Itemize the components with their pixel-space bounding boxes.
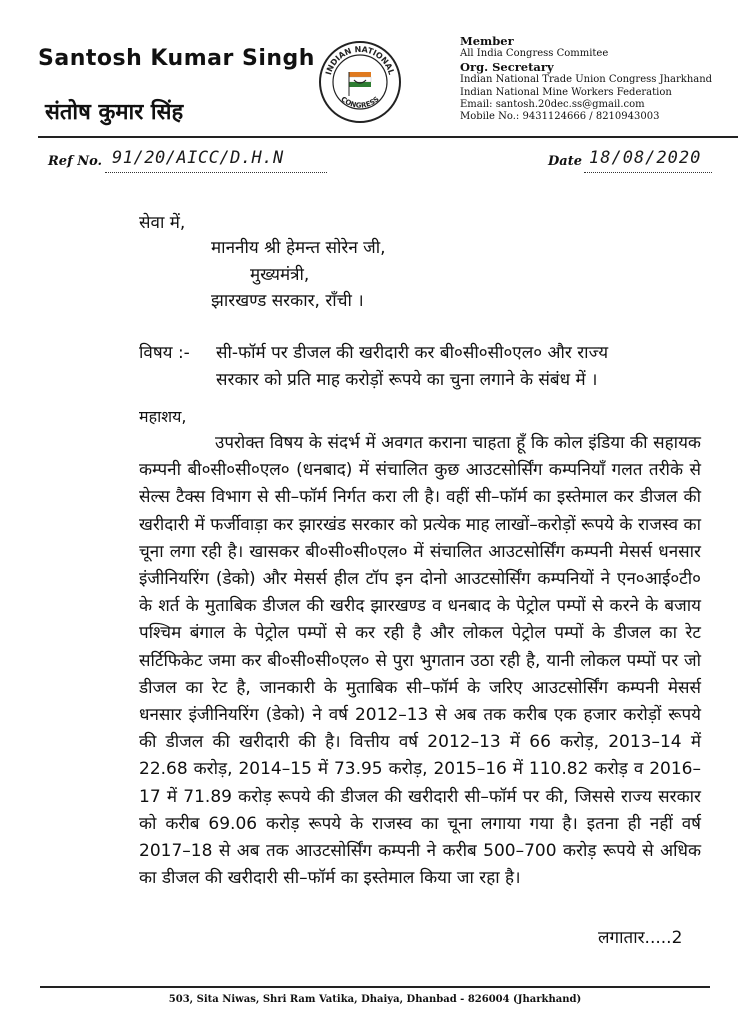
subject-line-1: सी-फॉर्म पर डीजल की खरीदारी कर बी०सी०सी०एल० और राज्य bbox=[216, 343, 609, 363]
member-org: All India Congress Commitee bbox=[460, 48, 609, 59]
date-dotline bbox=[584, 172, 712, 173]
date-label: Date bbox=[548, 154, 582, 169]
header-rule bbox=[38, 136, 738, 138]
emblem-top-text: INDIAN NATIONAL bbox=[323, 44, 397, 76]
mobile-line: Mobile No.: 9431124666 / 8210943003 bbox=[460, 111, 660, 123]
org-label: Org. Secretary bbox=[460, 60, 554, 75]
sender-name-hindi: संतोष कुमार सिंह bbox=[45, 100, 184, 125]
org-line-2: Indian National Mine Workers Federation bbox=[460, 86, 672, 98]
body-paragraph: उपरोक्त विषय के संदर्भ में अवगत कराना चाहता हूँ कि कोल इंडिया की सहायक कम्पनी बी०सी०सी०एल० (धनबाद) में संचालित कुछ आउटसोर्सिंग कम्पनियाँ गलत तरीके से सेल्स टैक्स विभाग से सी–फॉर्म निर्गत करा ली है। वहीं सी–फॉर्म का इस्तेमाल कर डीजल की खरीदारी में फर्जीवाड़ा कर झारखंड सरकार को प्रत्येक माह लाखों–करोड़ों रूपये के राजस्व का चूना लगा रही है। खासकर बी०सी०सी०एल० में संचालित आउटसोर्सिंग कम्पनी मेसर्स धनसार इंजीनियरिंग (डेको) और मेसर्स हील टॉप इन दोनो आउटसोर्सिंग कम्पनियों ने एन०आई०टी० के शर्त के मुताबिक डीजल की खरीद झारखण्ड व धनबाद के पेट्रोल पम्पों से करने के बजाय पश्चिम बंगाल के पेट्रोल पम्पों से कर रही है और लोकल पेट्रोल पम्पों के डीजल का रेट सर्टिफिकेट जमा कर बी०सी०सी०एल० से पुरा भुगतान उठा रही है, यानी लोकल पम्पों पर जो डीजल का रेट है, जानकारी के मुताबिक सी–फॉर्म के जरिए आउटसोर्सिंग कम्पनी मेसर्स धनसार इंजीनियरिंग (डेको) ने वर्ष 2012–13 से अब तक करीब एक हजार करोड़ों रूपये की डीजल की खरीदारी की है। वित्तीय वर्ष 2012–13 में 66 करोड़, 2013–14 में 22.68 करोड़, 2014–15 में 73.95 करोड़, 2015–16 में 110.82 करोड़ व 2016–17 में 71.89 करोड़ रूपये की डीजल की खरीदारी सी–फॉर्म पर की, जिससे राज्य सरकार को करीब 69.06 करोड़ रूपये के राजस्व का चूना लगाया गया है। इतना ही नहीं वर्ष 2017–18 से अब तक आउटसोर्सिंग कम्पनी ने करीब 500–700 करोड़ रूपये से अधिक का डीजल की खरीदारी सी–फॉर्म का इस्तेमाल किया जा रहा है। bbox=[139, 433, 701, 889]
body-greeting: महाशय, bbox=[139, 407, 187, 426]
footer-rule bbox=[40, 986, 710, 988]
recipient-line-2: मुख्यमंत्री, bbox=[250, 265, 310, 285]
subject-line-2: सरकार को प्रति माह करोड़ों रूपये का चुना लगाने के संबंध में । bbox=[216, 370, 598, 390]
designation-block bbox=[460, 34, 740, 123]
member-label: Member bbox=[460, 34, 514, 48]
date-value: 18/08/2020 bbox=[589, 148, 702, 168]
recipient-line-1: माननीय श्री हेमन्त सोरेन जी, bbox=[211, 238, 386, 258]
footer-address: 503, Sita Niwas, Shri Ram Vatika, Dhaiya, Dhanbad - 826004 (Jharkhand) bbox=[168, 994, 582, 1005]
subject-label: विषय :- bbox=[139, 343, 190, 363]
email-line: Email: santosh.20dec.ss@gmail.com bbox=[460, 98, 645, 110]
congress-emblem bbox=[318, 40, 402, 124]
ref-label: Ref No. bbox=[48, 154, 103, 169]
recipient-line-3: झारखण्ड सरकार, राँची । bbox=[211, 291, 364, 311]
recipient-salutation: सेवा में, bbox=[139, 213, 186, 233]
continued-marker: लगातार.....2 bbox=[598, 928, 683, 948]
ref-number: 91/20/AICC/D.H.N bbox=[112, 148, 284, 168]
congress-emblem-icon bbox=[318, 40, 402, 124]
ref-dotline bbox=[105, 172, 327, 173]
emblem-bottom-text: CONGRESS bbox=[339, 95, 381, 110]
org-line-1: Indian National Trade Union Congress Jharkhand bbox=[460, 74, 713, 86]
sender-name-english: Santosh Kumar Singh bbox=[38, 46, 315, 71]
svg-text:CONGRESS bbox=[339, 95, 380, 110]
